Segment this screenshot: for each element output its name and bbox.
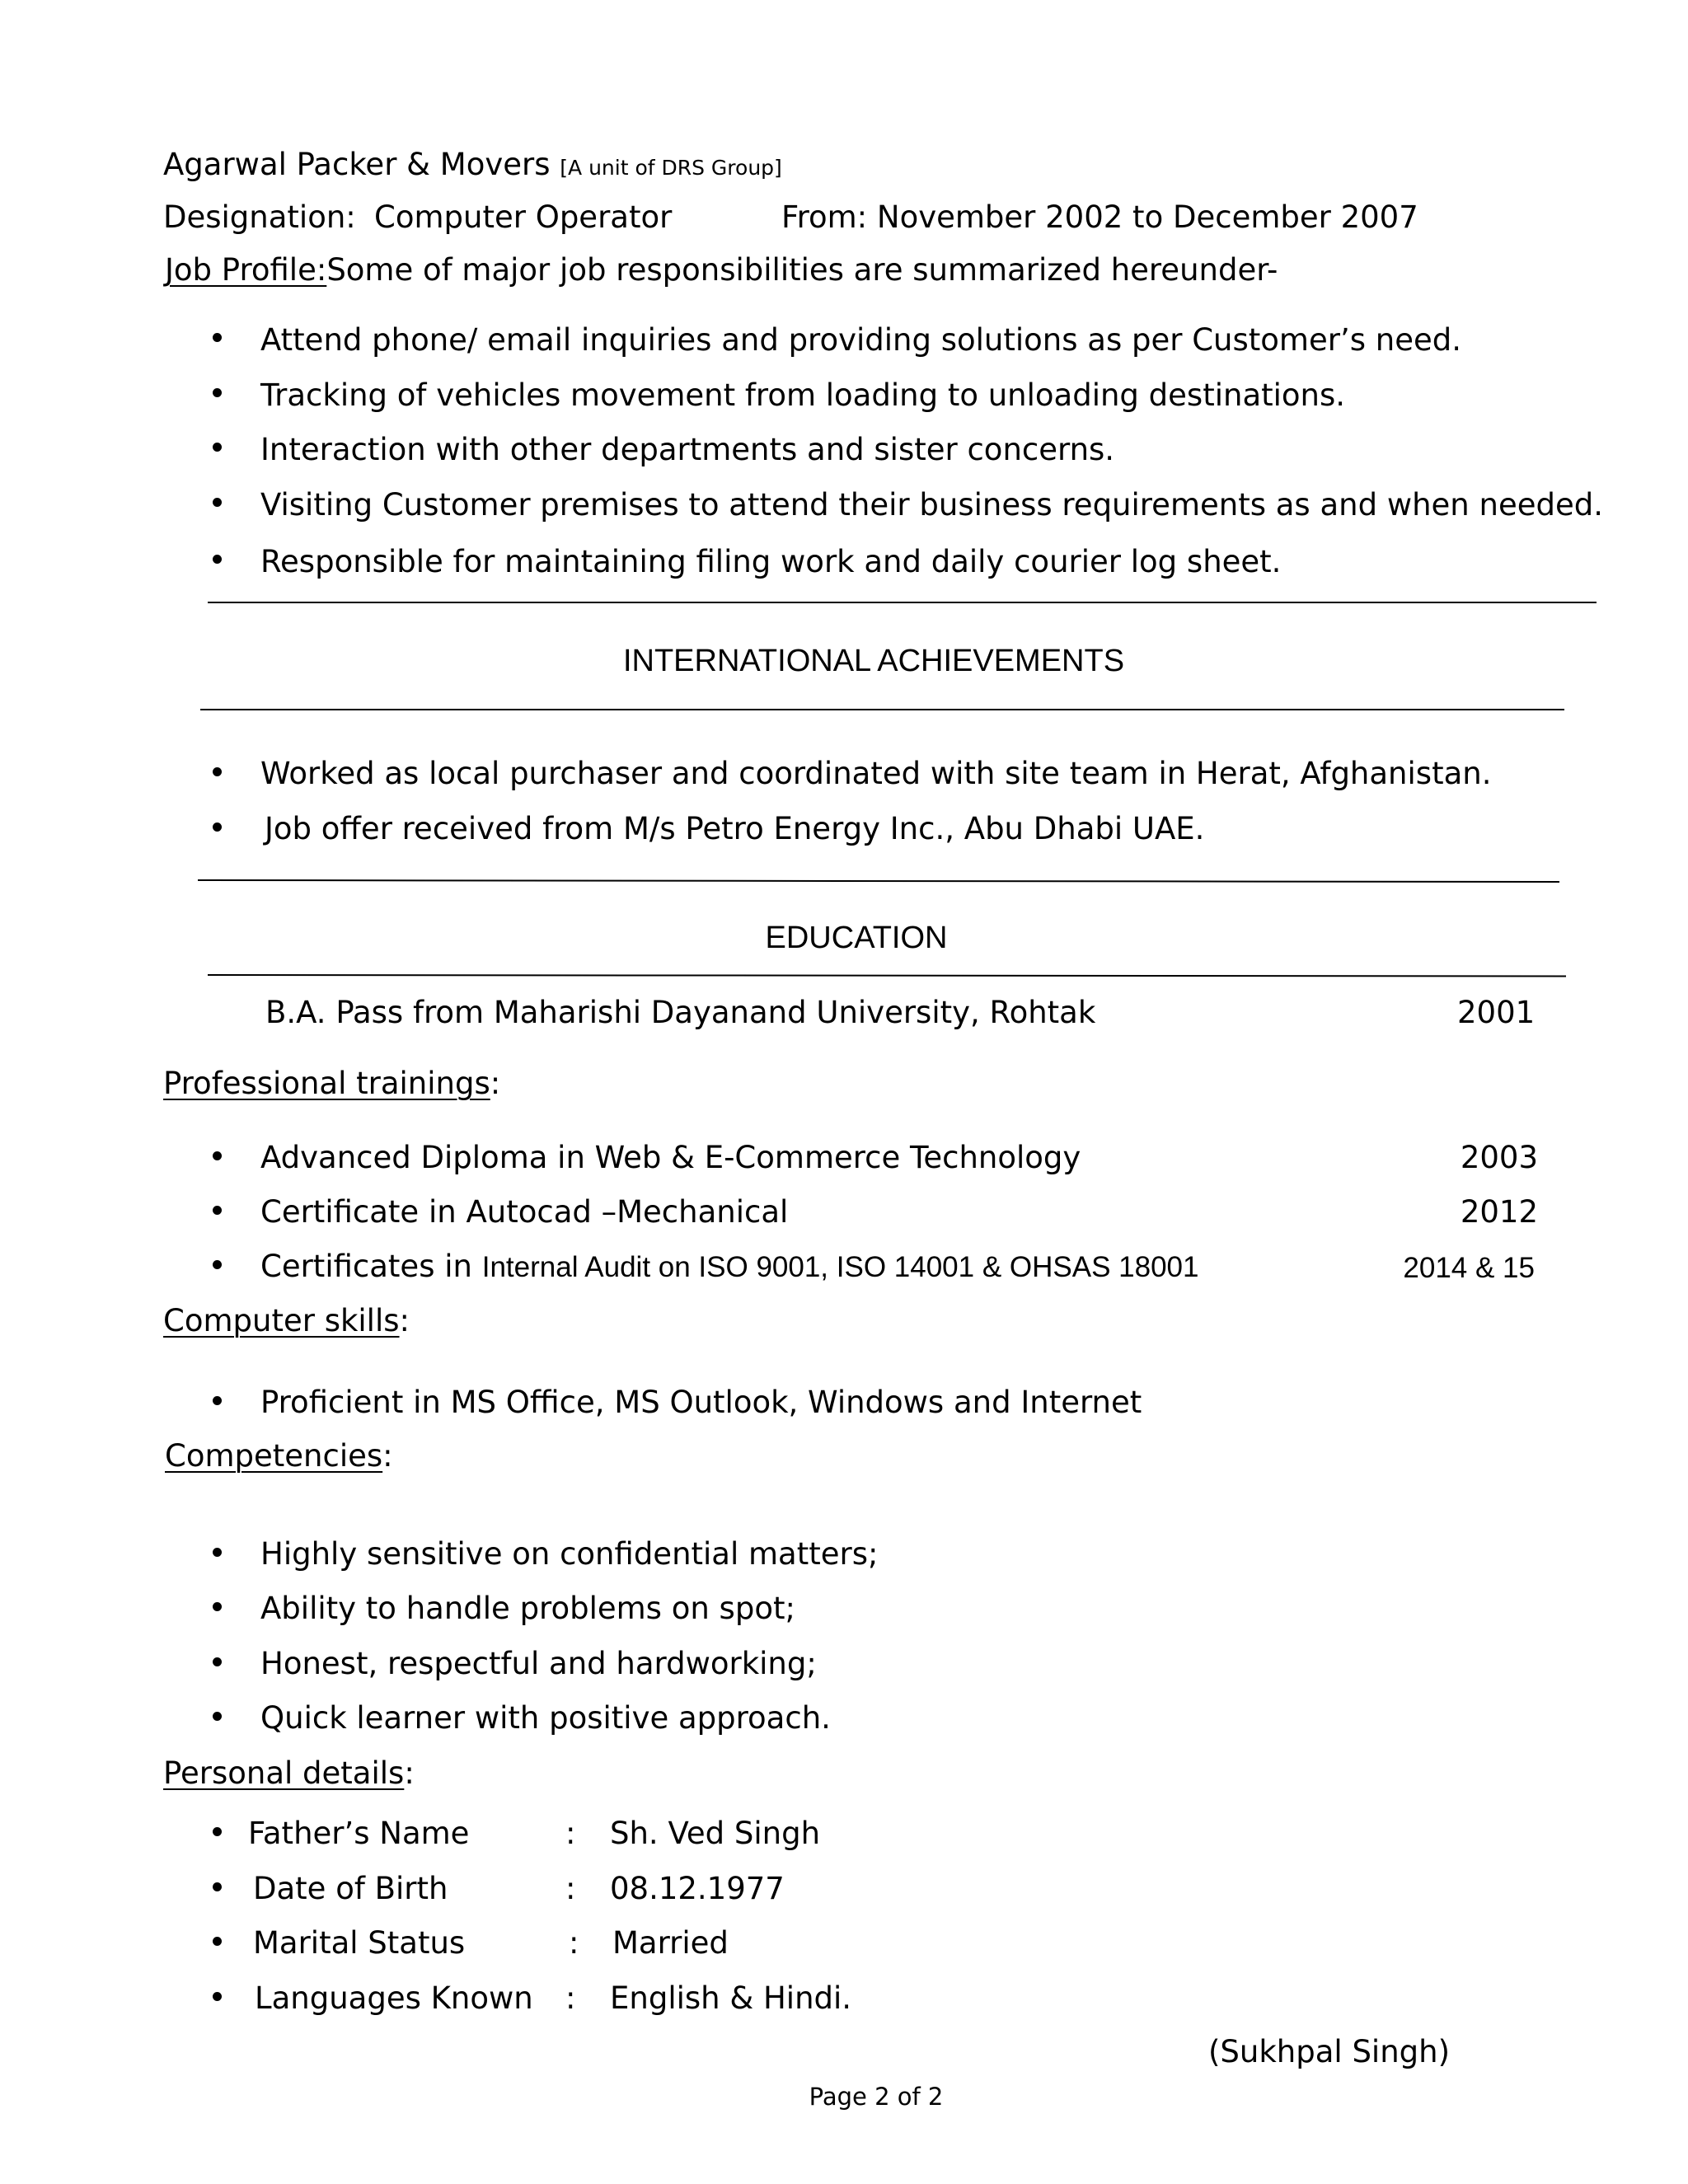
heading-colon: : <box>382 1438 393 1474</box>
cert-prefix: Certificates in <box>260 1249 472 1284</box>
personal-label: Father’s Name <box>248 1816 470 1851</box>
signature-name: (Sukhpal Singh) <box>1208 2034 1451 2069</box>
bullet-icon <box>213 823 222 832</box>
personal-value: Sh. Ved Singh <box>610 1816 821 1851</box>
bullet-icon <box>213 1937 222 1946</box>
bullet-icon <box>213 1206 222 1215</box>
designation-value: Computer Operator <box>374 199 673 235</box>
bullet-icon <box>213 498 222 507</box>
bullet-icon <box>213 1827 222 1836</box>
heading-colon: : <box>404 1755 415 1791</box>
training-item <box>260 1251 1198 1282</box>
bullet-icon <box>213 767 222 776</box>
trainings-heading: Professional trainings <box>163 1066 490 1101</box>
training-year: 2003 <box>1460 1140 1538 1175</box>
personal-separator: : <box>565 1816 576 1851</box>
section-divider <box>208 602 1597 603</box>
employer-name: Agarwal Packer & Movers <box>163 147 551 182</box>
competency-item: Ability to handle problems on spot; <box>260 1591 795 1626</box>
competency-item: Highly sensitive on confidential matters; <box>260 1536 879 1572</box>
trainings-heading-line <box>163 1068 500 1099</box>
personal-value: English & Hindi. <box>610 1980 852 2016</box>
education-year: 2001 <box>1457 995 1536 1030</box>
employment-period: From: November 2002 to December 2007 <box>781 199 1418 235</box>
training-item: Advanced Diploma in Web & E-Commerce Technology <box>260 1140 1081 1175</box>
competencies-heading: Competencies <box>165 1438 383 1474</box>
personal-label: Marital Status <box>253 1925 466 1961</box>
bullet-icon <box>213 1396 222 1405</box>
education-degree: B.A. Pass from Maharishi Dayanand University, Rohtak <box>265 995 1096 1030</box>
job-profile-line <box>165 252 1278 288</box>
employer-unit: [A unit of DRS Group] <box>560 156 782 180</box>
personal-heading: Personal details <box>163 1755 405 1791</box>
achievement-item: Job offer received from M/s Petro Energy Inc., Abu Dhabi UAE. <box>265 811 1205 846</box>
bullet-icon <box>213 1712 222 1721</box>
bullet-icon <box>213 555 222 564</box>
computer-heading: Computer skills <box>163 1303 400 1338</box>
bullet-icon <box>213 443 222 452</box>
cert-detail: Internal Audit on ISO 9001, ISO 14001 & OHSAS 18001 <box>481 1251 1199 1283</box>
bullet-icon <box>213 1151 222 1160</box>
bullet-icon <box>213 1882 222 1891</box>
bullet-icon <box>213 1992 222 2001</box>
personal-label: Date of Birth <box>253 1871 448 1906</box>
computer-skill-item: Proficient in MS Office, MS Outlook, Windows and Internet <box>260 1385 1142 1420</box>
personal-value: Married <box>612 1925 729 1961</box>
section-divider <box>200 709 1564 710</box>
training-item: Certificate in Autocad –Mechanical <box>260 1194 789 1230</box>
responsibility-item: Visiting Customer premises to attend their business requirements as and when needed. <box>260 487 1603 523</box>
responsibility-item: Responsible for maintaining filing work and daily courier log sheet. <box>260 544 1282 579</box>
bullet-icon <box>213 1548 222 1557</box>
designation-label: Designation: <box>163 199 356 235</box>
section-divider <box>208 974 1566 977</box>
competency-item: Honest, respectful and hardworking; <box>260 1646 817 1681</box>
responsibility-item: Interaction with other departments and sister concerns. <box>260 432 1115 467</box>
training-year: 2014 & 15 <box>1403 1252 1535 1284</box>
bullet-icon <box>213 1657 222 1666</box>
responsibility-item: Tracking of vehicles movement from loading to unloading destinations. <box>260 377 1346 413</box>
bullet-icon <box>213 1602 222 1611</box>
bullet-icon <box>213 388 222 397</box>
job-profile-text: Some of major job responsibilities are summarized hereunder- <box>326 252 1278 288</box>
bullet-icon <box>213 333 222 342</box>
training-year: 2012 <box>1460 1194 1538 1230</box>
section-divider <box>198 879 1559 883</box>
international-heading: INTERNATIONAL ACHIEVEMENTS <box>622 644 1125 678</box>
education-heading: EDUCATION <box>765 921 948 955</box>
job-profile-label: Job Profile: <box>165 252 327 288</box>
personal-label: Languages Known <box>255 1980 533 2016</box>
responsibility-item: Attend phone/ email inquiries and providing solutions as per Customer’s need. <box>260 322 1461 358</box>
heading-colon: : <box>399 1303 410 1338</box>
competency-item: Quick learner with positive approach. <box>260 1700 831 1736</box>
personal-heading-line <box>163 1755 415 1791</box>
page-number: Page 2 of 2 <box>809 2083 944 2111</box>
personal-separator: : <box>569 1925 579 1961</box>
achievement-item: Worked as local purchaser and coordinated with site team in Herat, Afghanistan. <box>260 756 1492 791</box>
heading-colon: : <box>490 1066 501 1101</box>
personal-value: 08.12.1977 <box>610 1871 785 1906</box>
personal-separator: : <box>565 1871 576 1906</box>
bullet-icon <box>213 1260 222 1269</box>
competencies-heading-line <box>165 1438 393 1474</box>
computer-heading-line <box>163 1305 410 1336</box>
employer-line <box>163 149 782 180</box>
personal-separator: : <box>565 1980 576 2016</box>
